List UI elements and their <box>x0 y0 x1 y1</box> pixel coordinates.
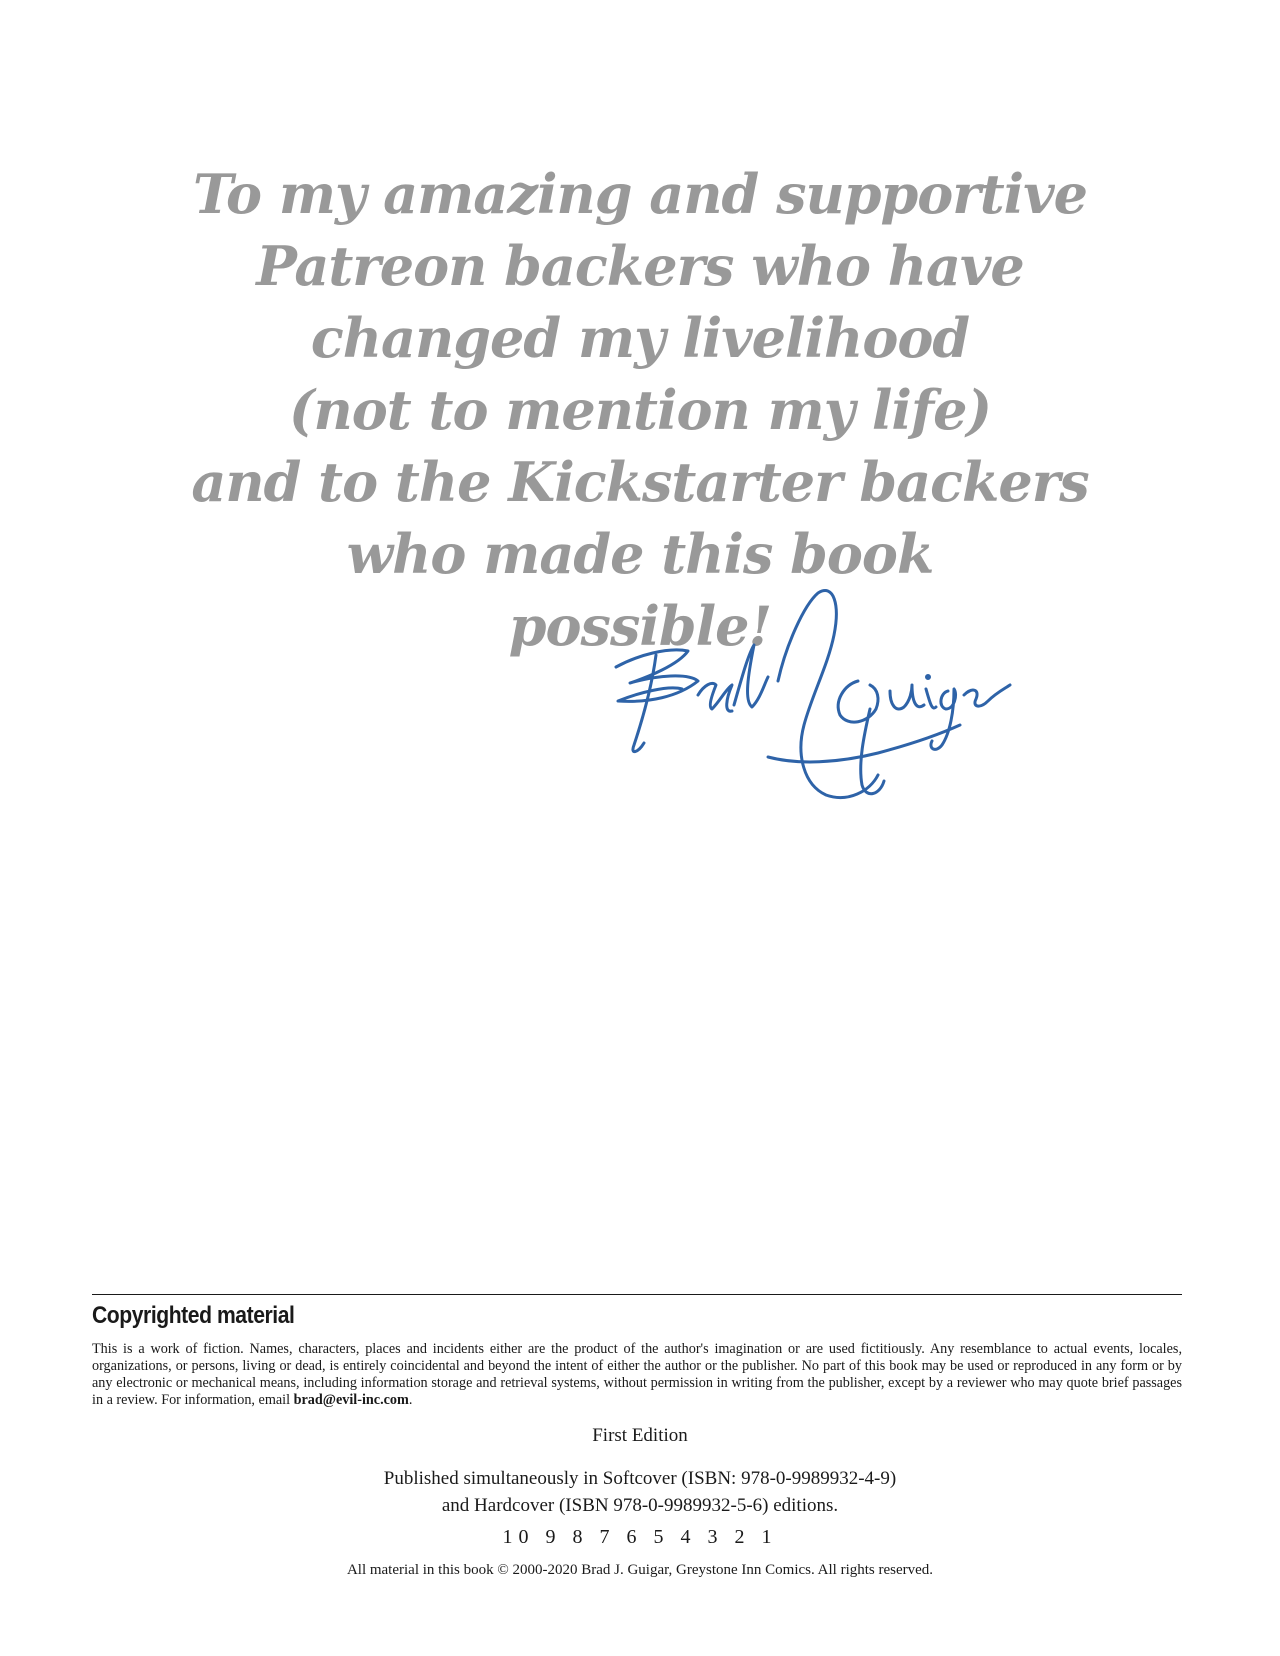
copyright-heading: Copyrighted material <box>92 1302 295 1329</box>
published-line-1: Published simultaneously in Softcover (ISBN: 978-0-9989932-4-9) <box>383 1468 897 1489</box>
published-line-2: and Hardcover (ISBN 978-0-9989932-5-6) editions. <box>441 1495 839 1516</box>
section-divider <box>92 1294 1182 1295</box>
dedication-line-2: Patreon backers who have <box>256 234 1024 298</box>
legal-notice-text: This is a work of fiction. Names, characters, places and incidents either are the product of the author's imagination or are used fictitiously. Any resemblance to actual events, locales, organizations, or persons, living or dead, is entirely coincidental and beyond the intent of either the author or the publisher. No part of this book may be used or reproduced in any form or by any electronic or mechanical means, including information storage and retrieval systems, without permission in writing from the publisher, except by a reviewer who may quote brief passages in a review. For information, email <box>92 1341 1182 1408</box>
edition-label: First Edition <box>592 1425 688 1446</box>
dedication-line-6: who made this book <box>346 522 934 586</box>
signature-icon <box>608 585 1018 825</box>
dedication-line-1: To my amazing and supportive <box>193 162 1087 226</box>
legal-notice <box>92 1341 1182 1409</box>
rights-statement: All material in this book © 2000-2020 Brad J. Guigar, Greystone Inn Comics. All rights reserved. <box>346 1562 934 1578</box>
legal-notice-suffix: . <box>408 1392 413 1408</box>
dedication-line-3: changed my livelihood <box>310 306 970 370</box>
dedication-line-7: possible! <box>508 594 772 658</box>
contact-email: brad@evil-inc.com <box>293 1392 409 1408</box>
dedication-line-4: (not to mention my life) <box>288 378 992 442</box>
dedication-line-5: and to the Kickstarter backers <box>191 450 1089 514</box>
printing-number-line: 10 9 8 7 6 5 4 3 2 1 <box>502 1526 778 1548</box>
